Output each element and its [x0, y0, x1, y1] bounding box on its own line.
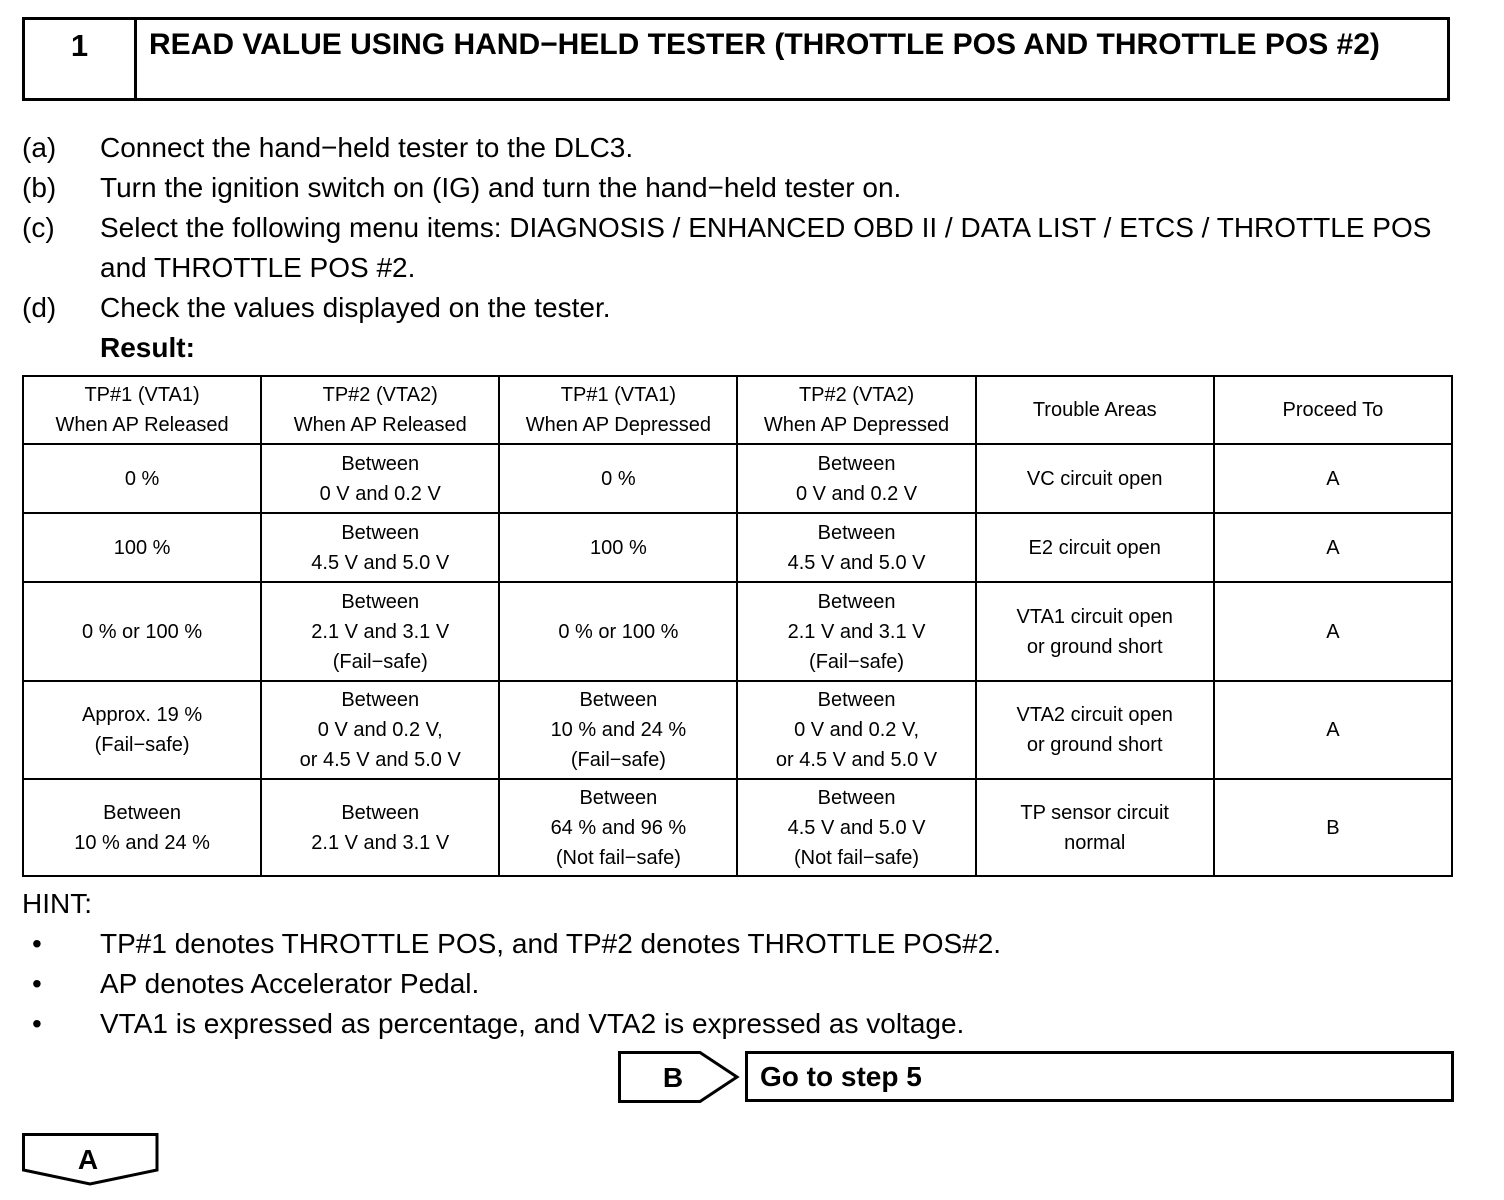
header-trouble-areas: Trouble Areas — [976, 376, 1214, 444]
table-cell: Between 10 % and 24 % — [23, 779, 261, 876]
instruction-label: (b) — [22, 172, 57, 203]
instruction-d — [22, 288, 1462, 328]
table-cell: Between 0 V and 0.2 V, or 4.5 V and 5.0 V — [737, 681, 975, 779]
table-cell: A — [1214, 582, 1452, 681]
instruction-b — [22, 168, 1462, 208]
header-tp1-depressed: TP#1 (VTA1) When AP Depressed — [499, 376, 737, 444]
header-proceed-to: Proceed To — [1214, 376, 1452, 444]
table-cell: Between 0 V and 0.2 V — [737, 444, 975, 513]
table-cell: 0 % — [499, 444, 737, 513]
table-cell: Between 0 V and 0.2 V — [261, 444, 499, 513]
instruction-label: (c) — [22, 212, 55, 243]
table-cell: A — [1214, 444, 1452, 513]
hint-text: VTA1 is expressed as percentage, and VTA2 is expressed as voltage. — [100, 1008, 965, 1039]
table-cell: VTA1 circuit open or ground short — [976, 582, 1214, 681]
hint-text: AP denotes Accelerator Pedal. — [100, 968, 480, 999]
hint-item — [22, 964, 1462, 1004]
header-tp2-depressed: TP#2 (VTA2) When AP Depressed — [737, 376, 975, 444]
instruction-text: Check the values displayed on the tester. — [100, 292, 611, 323]
table-row — [23, 582, 1452, 681]
table-cell: A — [1214, 681, 1452, 779]
instruction-text: Select the following menu items: DIAGNOSIS / ENHANCED OBD II / DATA LIST / ETCS / THROTTLE POS and THROTTLE POS #2. — [100, 212, 1432, 283]
hint-item — [22, 1004, 1462, 1044]
table-cell: 0 % or 100 % — [499, 582, 737, 681]
bullet-icon: • — [32, 968, 42, 999]
branch-a-arrow-icon — [22, 1133, 160, 1187]
result-table — [22, 375, 1453, 877]
table-cell: 0 % or 100 % — [23, 582, 261, 681]
table-cell: A — [1214, 513, 1452, 582]
table-cell: Between 4.5 V and 5.0 V — [261, 513, 499, 582]
go-to-step-box: Go to step 5 — [745, 1051, 1454, 1102]
instruction-a — [22, 128, 1462, 168]
branch-a-label: A — [77, 1144, 99, 1175]
instructions — [22, 128, 1462, 368]
table-cell: Between 2.1 V and 3.1 V (Fail−safe) — [737, 582, 975, 681]
hint-text: TP#1 denotes THROTTLE POS, and TP#2 denotes THROTTLE POS#2. — [100, 928, 1002, 959]
table-cell: Between 10 % and 24 % (Fail−safe) — [499, 681, 737, 779]
table-cell: Between 4.5 V and 5.0 V (Not fail−safe) — [737, 779, 975, 876]
instruction-text: Connect the hand−held tester to the DLC3. — [100, 132, 634, 163]
header-tp2-released: TP#2 (VTA2) When AP Released — [261, 376, 499, 444]
table-row — [23, 779, 1452, 876]
table-cell: VTA2 circuit open or ground short — [976, 681, 1214, 779]
table-cell: 100 % — [499, 513, 737, 582]
table-row — [23, 444, 1452, 513]
table-cell: Between 0 V and 0.2 V, or 4.5 V and 5.0 V — [261, 681, 499, 779]
table-row — [23, 513, 1452, 582]
step-title: READ VALUE USING HAND−HELD TESTER (THROTTLE POS AND THROTTLE POS #2) — [149, 28, 1380, 61]
table-cell: Between 4.5 V and 5.0 V — [737, 513, 975, 582]
instruction-text: Turn the ignition switch on (IG) and turn the hand−held tester on. — [100, 172, 902, 203]
branch-b-arrow-icon — [618, 1051, 740, 1103]
instruction-label: (d) — [22, 292, 57, 323]
table-cell: B — [1214, 779, 1452, 876]
table-cell: Between 2.1 V and 3.1 V — [261, 779, 499, 876]
table-cell: E2 circuit open — [976, 513, 1214, 582]
step-number: 1 — [25, 20, 137, 98]
table-cell: TP sensor circuit normal — [976, 779, 1214, 876]
table-cell: Between 2.1 V and 3.1 V (Fail−safe) — [261, 582, 499, 681]
hint-item — [22, 924, 1462, 964]
instruction-c — [22, 208, 1462, 288]
table-row — [23, 681, 1452, 779]
branch-b-label: B — [662, 1062, 684, 1093]
table-cell: 100 % — [23, 513, 261, 582]
table-cell: Between 64 % and 96 % (Not fail−safe) — [499, 779, 737, 876]
table-cell: Approx. 19 % (Fail−safe) — [23, 681, 261, 779]
result-label: Result: — [100, 332, 195, 363]
step-header — [22, 17, 1450, 101]
hint-label: HINT: — [22, 888, 92, 919]
table-cell: 0 % — [23, 444, 261, 513]
table-cell: VC circuit open — [976, 444, 1214, 513]
bullet-icon: • — [32, 1008, 42, 1039]
header-tp1-released: TP#1 (VTA1) When AP Released — [23, 376, 261, 444]
bullet-icon: • — [32, 928, 42, 959]
table-header-row — [23, 376, 1452, 444]
hint-section — [22, 884, 1462, 1044]
instruction-label: (a) — [22, 132, 57, 163]
